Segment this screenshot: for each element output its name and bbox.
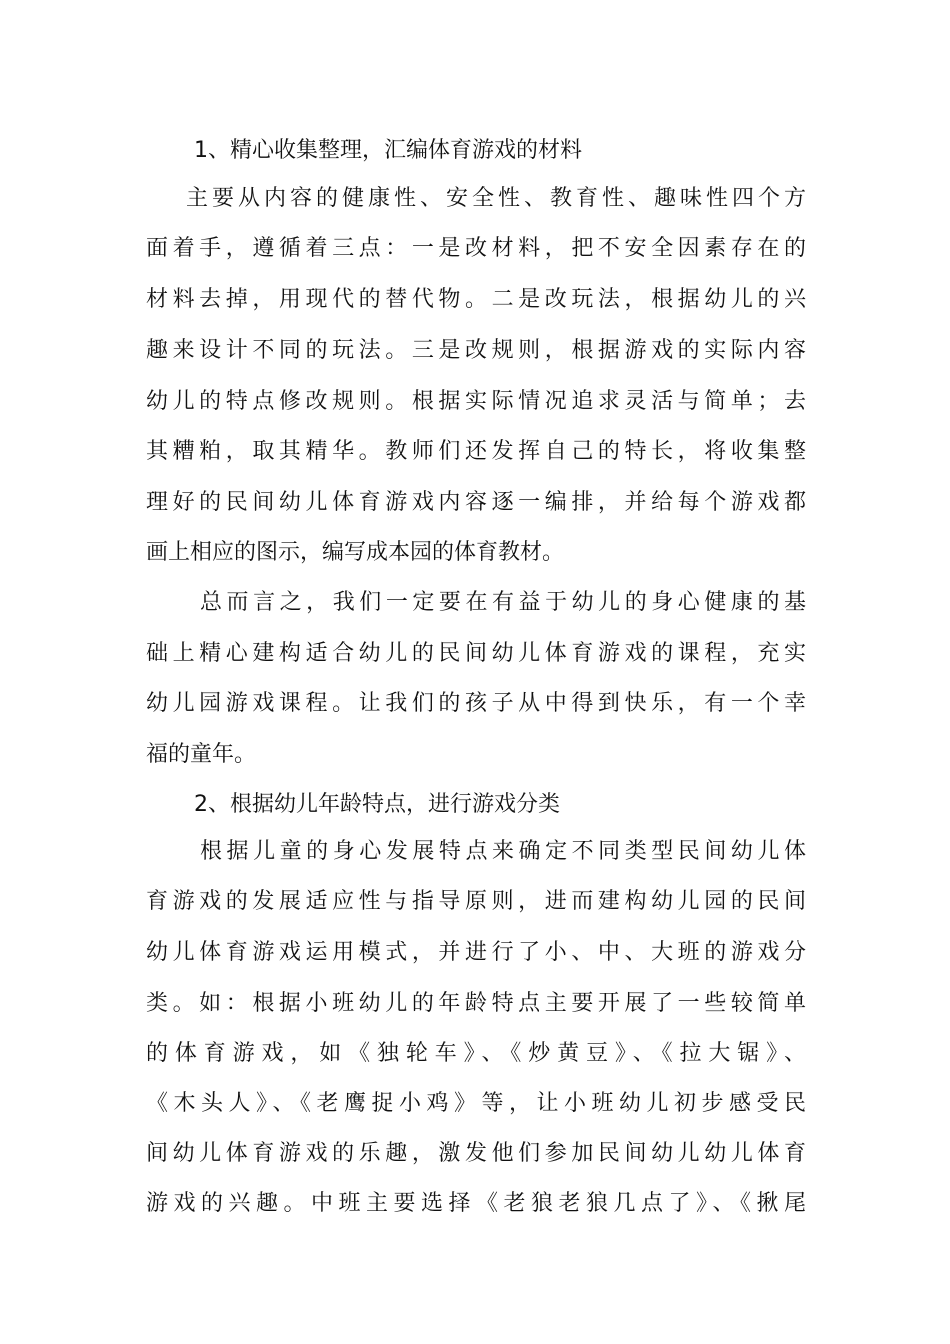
section-1-heading: 1、精心收集整理，汇编体育游戏的材料 <box>194 138 582 163</box>
paragraph-line: 趣来设计不同的玩法。三是改规则，根据游戏的实际内容 <box>146 338 806 363</box>
paragraph-line: 游戏的兴趣。中班主要选择《老狼老狼几点了》、《揪尾 <box>146 1191 806 1216</box>
paragraph-line: 间幼儿体育游戏的乐趣，激发他们参加民间幼儿幼儿体育 <box>146 1141 806 1166</box>
paragraph-line: 育游戏的发展适应性与指导原则，进而建构幼儿园的民间 <box>146 889 806 914</box>
paragraph-line: 总而言之，我们一定要在有益于幼儿的身心健康的基 <box>200 590 806 615</box>
paragraph-line: 幼儿体育游戏运用模式，并进行了小、中、大班的游戏分 <box>146 940 806 965</box>
section-2-heading: 2、根据幼儿年龄特点，进行游戏分类 <box>194 792 560 817</box>
paragraph-line: 画上相应的图示，编写成本园的体育教材。 <box>146 540 565 565</box>
paragraph-line: 幼儿的特点修改规则。根据实际情况追求灵活与简单；去 <box>146 389 806 414</box>
paragraph-line: 理好的民间幼儿体育游戏内容逐一编排，并给每个游戏都 <box>146 490 806 515</box>
paragraph-line: 材料去掉，用现代的替代物。二是改玩法，根据幼儿的兴 <box>146 287 806 312</box>
paragraph-line: 主要从内容的健康性、安全性、教育性、趣味性四个方 <box>186 186 806 211</box>
paragraph-line: 类。如：根据小班幼儿的年龄特点主要开展了一些较简单 <box>146 991 806 1016</box>
paragraph-line: 的体育游戏，如《独轮车》、《炒黄豆》、《拉大锯》、 <box>146 1041 806 1066</box>
paragraph-line: 面着手，遵循着三点：一是改材料，把不安全因素存在的 <box>146 236 806 261</box>
paragraph-line: 幼儿园游戏课程。让我们的孩子从中得到快乐，有一个幸 <box>146 691 806 716</box>
paragraph-line: 《木头人》、《老鹰捉小鸡》等，让小班幼儿初步感受民 <box>146 1091 806 1116</box>
paragraph-line: 础上精心建构适合幼儿的民间幼儿体育游戏的课程，充实 <box>146 641 806 666</box>
paragraph-line: 根据儿童的身心发展特点来确定不同类型民间幼儿体 <box>200 839 806 864</box>
paragraph-line: 福的童年。 <box>146 742 257 767</box>
paragraph-line: 其糟粕，取其精华。教师们还发挥自己的特长，将收集整 <box>146 439 806 464</box>
